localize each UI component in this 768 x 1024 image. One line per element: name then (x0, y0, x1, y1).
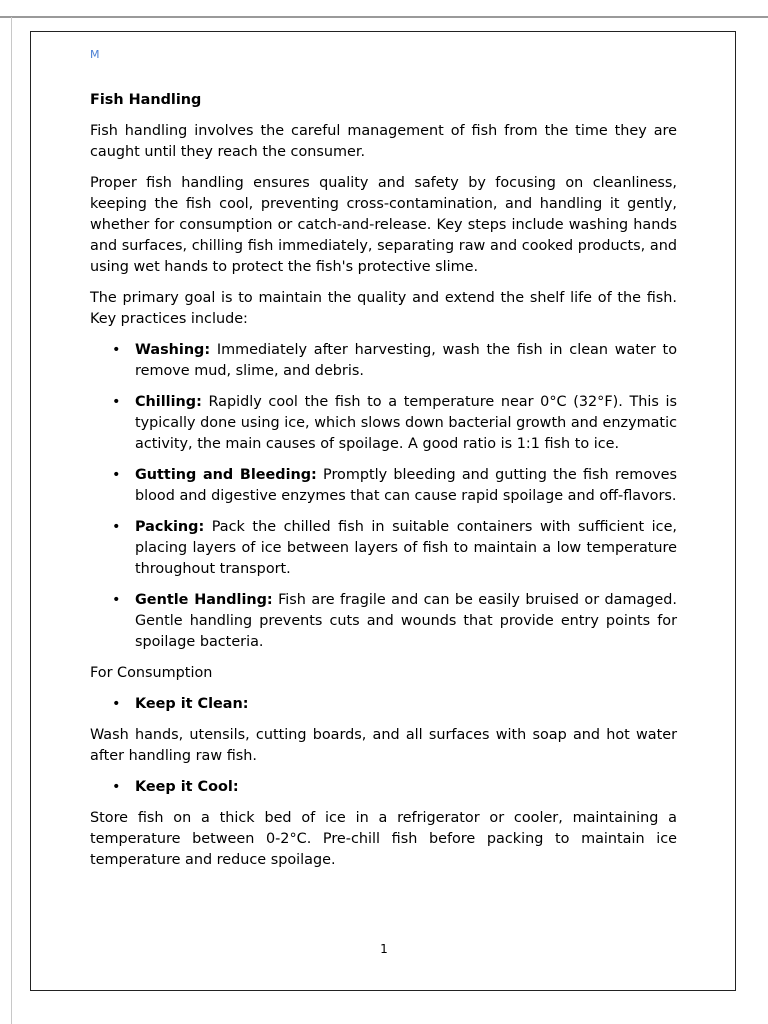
cool-term: Keep it Cool: (135, 779, 239, 795)
practice-term: Chilling: (135, 394, 202, 410)
bullet-icon: • (112, 394, 121, 410)
cool-list (90, 777, 677, 798)
cool-paragraph: Store fish on a thick bed of ice in a refrigerator or cooler, maintaining a temperature between 0-2°C. Pre-chill fish before packing to maintain ice temperature and reduce spoilage. (90, 810, 677, 868)
list-item (90, 340, 677, 382)
practice-text: Fish are fragile and can be easily bruised or damaged. Gentle handling prevents cuts and wounds that provide entry points for spoilage bacteria. (135, 592, 677, 650)
practice-term: Packing: (135, 519, 205, 535)
document-body (90, 90, 677, 881)
practice-term: Washing: (135, 342, 211, 358)
bullet-icon: • (112, 592, 121, 608)
list-item (90, 517, 677, 580)
bullet-icon: • (112, 696, 121, 712)
practice-text: Promptly bleeding and gutting the fish removes blood and digestive enzymes that can cause rapid spoilage and off-flavors. (135, 467, 677, 504)
list-item (90, 392, 677, 455)
clean-list (90, 694, 677, 715)
list-item (90, 694, 677, 715)
bullet-icon: • (112, 779, 121, 795)
goal-paragraph: The primary goal is to maintain the quality and extend the shelf life of the fish. Key practices include: (90, 290, 677, 327)
bullet-icon: • (112, 519, 121, 535)
intro-paragraph: Fish handling involves the careful management of fish from the time they are caught until they reach the consumer. (90, 123, 677, 160)
clean-paragraph: Wash hands, utensils, cutting boards, and all surfaces with soap and hot water after handling raw fish. (90, 727, 677, 764)
window-top-rule (0, 16, 768, 18)
practices-list (90, 340, 677, 653)
consumption-heading: For Consumption (90, 665, 213, 681)
document-title: Fish Handling (90, 92, 202, 108)
practice-text: Rapidly cool the fish to a temperature near 0°C (32°F). This is typically done using ice, which slows down bacterial growth and enzymatic activity, the main causes of spoilage. A good ratio is 1:1 fish to ice. (135, 394, 677, 452)
practice-term: Gentle Handling: (135, 592, 273, 608)
window-left-rule (11, 17, 12, 1024)
header-mark: M (90, 48, 100, 61)
overview-paragraph: Proper fish handling ensures quality and safety by focusing on cleanliness, keeping the fish cool, preventing cross-contamination, and handling it gently, whether for consumption or catch-and-release. Key steps include washing hands and surfaces, chilling fish immediately, separating raw and cooked products, and using wet hands to protect the fish's protective slime. (90, 175, 677, 275)
list-item (90, 777, 677, 798)
practice-text: Immediately after harvesting, wash the fish in clean water to remove mud, slime, and debris. (135, 342, 677, 379)
page-number: 1 (380, 942, 388, 956)
document-page (30, 31, 736, 991)
bullet-icon: • (112, 467, 121, 483)
practice-term: Gutting and Bleeding: (135, 467, 317, 483)
list-item (90, 465, 677, 507)
practice-text: Pack the chilled fish in suitable containers with sufficient ice, placing layers of ice between layers of fish to maintain a low temperature throughout transport. (135, 519, 677, 577)
bullet-icon: • (112, 342, 121, 358)
list-item (90, 590, 677, 653)
clean-term: Keep it Clean: (135, 696, 249, 712)
